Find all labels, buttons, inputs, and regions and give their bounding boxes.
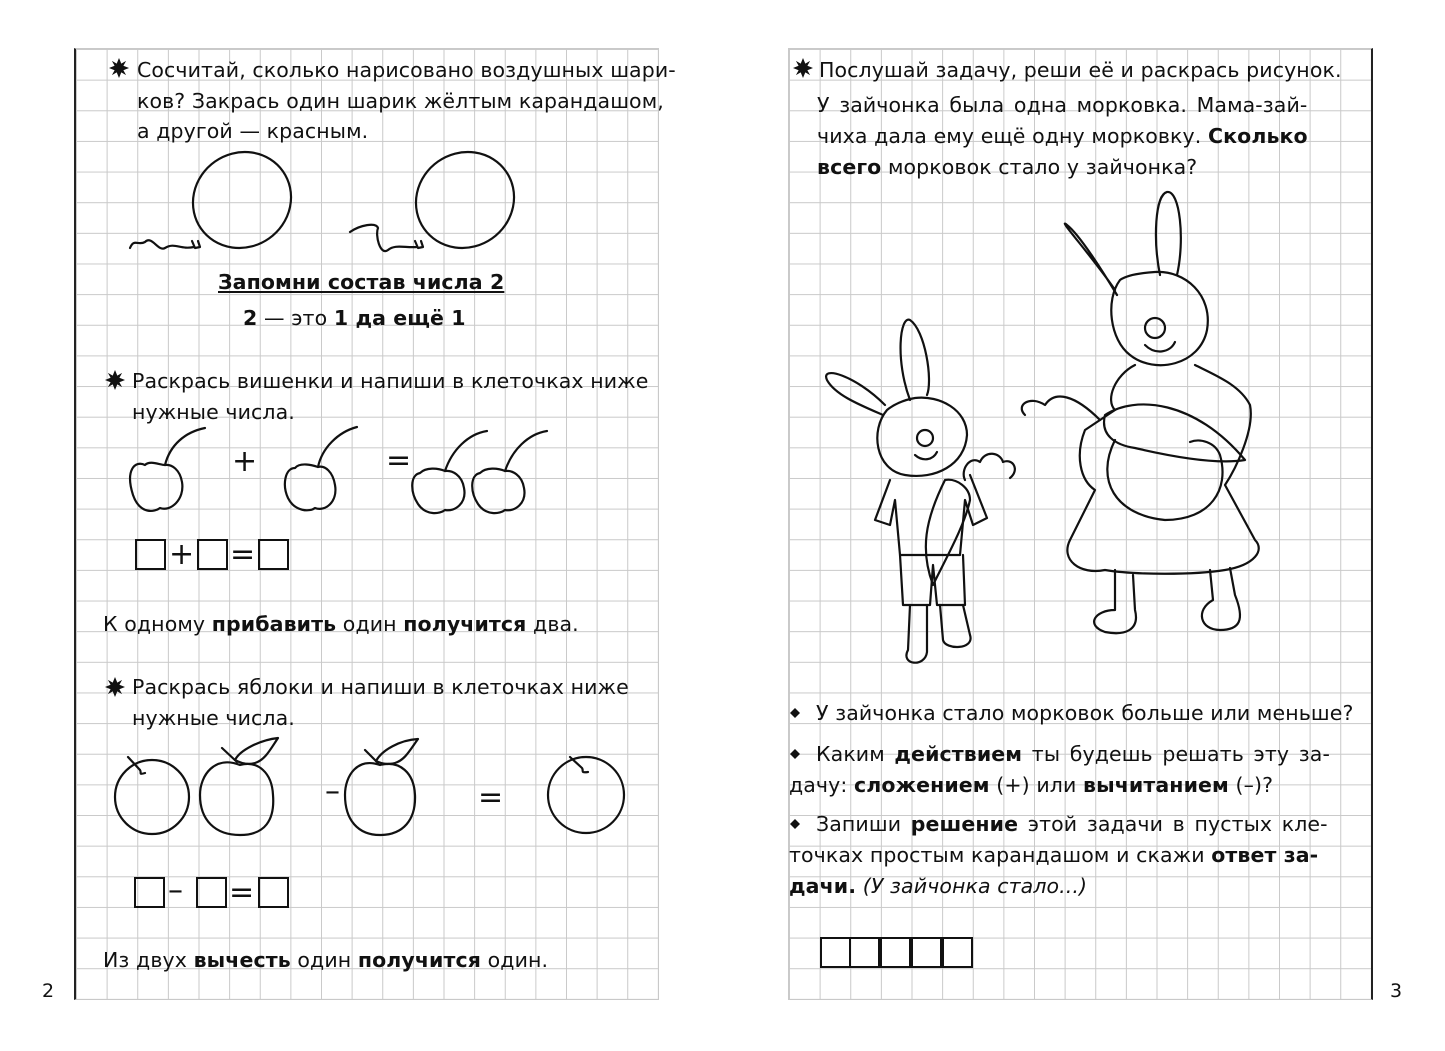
- text-part: ты будешь решать эту за-: [1022, 742, 1330, 766]
- text-part: Запиши: [816, 812, 911, 836]
- answer-box[interactable]: [258, 877, 289, 908]
- bold-part: вычитанием: [1083, 773, 1229, 797]
- minus-sign: –: [168, 873, 183, 908]
- answer-cell[interactable]: [820, 937, 851, 968]
- rule-statement: [243, 303, 466, 334]
- bold-part: сложением: [854, 773, 990, 797]
- task-intro: Послушай задачу, реши её и раскрась рисунок.: [819, 58, 1342, 82]
- rule-dash: — это: [257, 306, 334, 330]
- rule-title: Запомни состав числа 2: [218, 270, 505, 294]
- mama-bunny-icon: [1022, 192, 1259, 633]
- answer-box[interactable]: [197, 539, 228, 570]
- cherry-icon: [472, 431, 547, 513]
- question-3-line2: [789, 840, 1318, 871]
- apple-icon: [115, 757, 189, 834]
- equals-sign: =: [230, 537, 256, 572]
- task1-line1: Сосчитай, сколько нарисовано воздушных шари-: [137, 58, 676, 82]
- answer-box[interactable]: [258, 539, 289, 570]
- task1-line3: а другой — красным.: [137, 119, 369, 143]
- answer-cell[interactable]: [880, 937, 911, 968]
- bold-part: действием: [894, 742, 1023, 766]
- text-part: морковок стало у зайчонка?: [881, 155, 1198, 179]
- rule-composition: 1 да ещё 1: [333, 306, 466, 330]
- task3-line1: Раскрась яблоки и напиши в клеточках ниже: [132, 675, 629, 699]
- bold-part: получится: [357, 948, 482, 972]
- text-part: (–)?: [1228, 773, 1274, 797]
- answer-cell[interactable]: [849, 937, 880, 968]
- text-part: точках простым карандашом и скажи: [789, 843, 1212, 867]
- text-part: один: [336, 612, 404, 636]
- question-3-line3: [789, 871, 1087, 902]
- diamond-bullet-icon: [790, 749, 800, 759]
- question-3-line1: [816, 809, 1328, 840]
- bunnies-illustration: [815, 180, 1315, 670]
- apple-icon: [200, 738, 278, 835]
- answer-box[interactable]: [135, 539, 166, 570]
- equals-sign: =: [478, 780, 504, 815]
- plus-sign: +: [232, 444, 258, 479]
- text-part: Из двух: [103, 948, 194, 972]
- diamond-bullet-icon: [790, 819, 800, 829]
- task2-line2: нужные числа.: [132, 400, 295, 424]
- star-icon: [793, 58, 813, 78]
- answer-cell[interactable]: [911, 937, 942, 968]
- little-bunny-icon: [826, 320, 1015, 663]
- star-icon: [105, 370, 125, 390]
- cherry-icon: [130, 428, 205, 511]
- equals-sign: =: [386, 443, 412, 478]
- text-part: два.: [526, 612, 579, 636]
- apples-illustration: [100, 735, 660, 845]
- text-part: (+) или: [989, 773, 1084, 797]
- bold-part: всего: [817, 155, 882, 179]
- apple-icon: [345, 739, 418, 835]
- sentence-subtraction: [103, 945, 548, 976]
- balloon-icon: [130, 133, 310, 267]
- star-icon: [109, 58, 129, 78]
- text-part: этой задачи в пустых кле-: [1018, 812, 1328, 836]
- italic-hint: (У зайчонка стало...): [856, 874, 1088, 898]
- sentence-addition: [103, 609, 579, 640]
- answer-cell[interactable]: [942, 937, 973, 968]
- bold-part: решение: [910, 812, 1019, 836]
- balloons-illustration: [120, 150, 540, 260]
- problem-line4: [817, 152, 1197, 183]
- text-part: чиха дала ему ещё одну морковку.: [817, 124, 1208, 148]
- page-number-right: 3: [1390, 980, 1403, 1002]
- bold-part: вычесть: [193, 948, 291, 972]
- minus-sign: –: [325, 774, 340, 809]
- bold-part: прибавить: [211, 612, 337, 636]
- plus-sign: +: [169, 537, 195, 572]
- balloon-icon: [350, 133, 533, 267]
- cherries-illustration: [100, 420, 560, 520]
- diamond-bullet-icon: [790, 708, 800, 718]
- answer-box[interactable]: [196, 877, 227, 908]
- star-icon: [105, 677, 125, 697]
- bold-part: получится: [403, 612, 527, 636]
- bold-part: дачи.: [789, 874, 857, 898]
- text-part: один: [290, 948, 358, 972]
- text-part: Каким: [816, 742, 895, 766]
- question-1: У зайчонка стало морковок больше или меньше?: [816, 701, 1354, 725]
- question-2-line2: [789, 770, 1273, 801]
- task2-line1: Раскрась вишенки и напиши в клеточках ниже: [132, 369, 649, 393]
- bold-part: ответ за-: [1211, 843, 1319, 867]
- text-part: один.: [481, 948, 549, 972]
- problem-line3: [817, 121, 1308, 152]
- apple-icon: [548, 757, 624, 833]
- bold-part: Сколько: [1207, 124, 1308, 148]
- rule-number: 2: [243, 306, 258, 330]
- question-2-line1: [816, 739, 1330, 770]
- cherry-icon: [285, 427, 357, 510]
- answer-box[interactable]: [134, 877, 165, 908]
- text-part: дачу:: [789, 773, 855, 797]
- task1-line2: ков? Закрась один шарик жёлтым карандашом,: [137, 89, 664, 113]
- problem-line2: У зайчонка была одна морковка. Мама-зай-: [817, 93, 1308, 117]
- text-part: К одному: [103, 612, 212, 636]
- task3-line2: нужные числа.: [132, 706, 295, 730]
- page-number-left: 2: [42, 980, 55, 1002]
- equals-sign: =: [229, 875, 255, 910]
